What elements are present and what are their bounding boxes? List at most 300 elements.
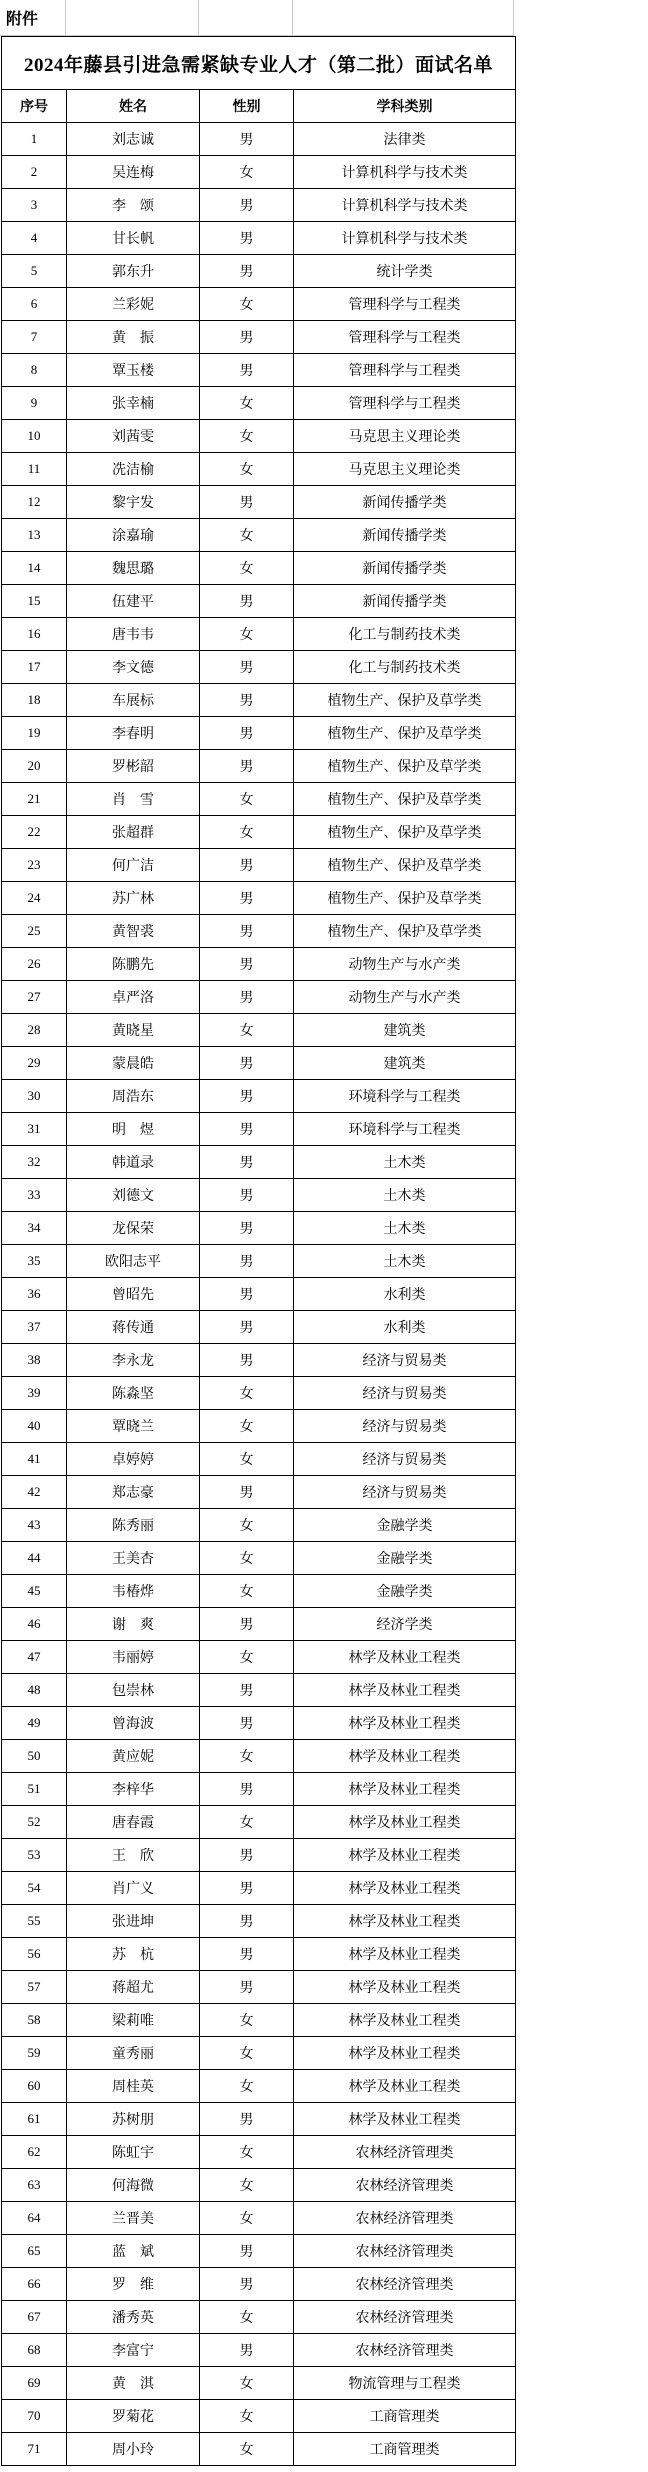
category-cell: 化工与制药技术类 (294, 618, 516, 651)
name-cell: 兰晋美 (67, 2202, 200, 2235)
serial-cell: 15 (2, 585, 67, 618)
gender-cell: 女 (200, 1377, 294, 1410)
category-cell: 法律类 (294, 123, 516, 156)
table-row (2, 1641, 516, 1674)
category-cell: 林学及林业工程类 (294, 1938, 516, 1971)
serial-cell: 27 (2, 981, 67, 1014)
serial-cell: 37 (2, 1311, 67, 1344)
name-cell: 梁莉唯 (67, 2004, 200, 2037)
serial-cell: 60 (2, 2070, 67, 2103)
serial-cell: 65 (2, 2235, 67, 2268)
table-row (2, 2433, 516, 2466)
table-row (2, 1740, 516, 1773)
category-cell: 植物生产、保护及草学类 (294, 816, 516, 849)
table-row (2, 1410, 516, 1443)
name-cell: 陈鹏先 (67, 948, 200, 981)
name-cell: 肖 雪 (67, 783, 200, 816)
serial-cell: 68 (2, 2334, 67, 2367)
gender-cell: 男 (200, 1212, 294, 1245)
name-cell: 曾昭先 (67, 1278, 200, 1311)
category-cell: 化工与制药技术类 (294, 651, 516, 684)
gender-cell: 女 (200, 1014, 294, 1047)
table-row (2, 1839, 516, 1872)
name-cell: 潘秀英 (67, 2301, 200, 2334)
serial-cell: 36 (2, 1278, 67, 1311)
name-cell: 郭东升 (67, 255, 200, 288)
gender-cell: 女 (200, 1806, 294, 1839)
name-cell: 黄智裘 (67, 915, 200, 948)
name-cell: 李 颂 (67, 189, 200, 222)
name-cell: 陈虹宇 (67, 2136, 200, 2169)
category-cell: 土木类 (294, 1212, 516, 1245)
table-row (2, 1047, 516, 1080)
name-cell: 苏 杭 (67, 1938, 200, 1971)
name-cell: 蒙晨皓 (67, 1047, 200, 1080)
serial-cell: 31 (2, 1113, 67, 1146)
gender-cell: 女 (200, 2400, 294, 2433)
name-cell: 魏思璐 (67, 552, 200, 585)
name-cell: 王美杏 (67, 1542, 200, 1575)
table-row (2, 387, 516, 420)
table-row (2, 1113, 516, 1146)
gender-cell: 女 (200, 288, 294, 321)
gender-cell: 男 (200, 1278, 294, 1311)
serial-cell: 42 (2, 1476, 67, 1509)
serial-cell: 17 (2, 651, 67, 684)
category-cell: 马克思主义理论类 (294, 420, 516, 453)
category-cell: 林学及林业工程类 (294, 2004, 516, 2037)
serial-cell: 55 (2, 1905, 67, 1938)
name-cell: 肖广义 (67, 1872, 200, 1905)
category-cell: 林学及林业工程类 (294, 1674, 516, 1707)
gender-cell: 男 (200, 1245, 294, 1278)
table-row (2, 1443, 516, 1476)
name-cell: 何广洁 (67, 849, 200, 882)
table-row (2, 2037, 516, 2070)
name-cell: 李永龙 (67, 1344, 200, 1377)
serial-cell: 4 (2, 222, 67, 255)
table-row (2, 2400, 516, 2433)
name-cell: 李梓华 (67, 1773, 200, 1806)
table-row (2, 1311, 516, 1344)
name-cell: 欧阳志平 (67, 1245, 200, 1278)
table-row (2, 1806, 516, 1839)
name-cell: 陈秀丽 (67, 1509, 200, 1542)
category-cell: 新闻传播学类 (294, 585, 516, 618)
name-cell: 黄应妮 (67, 1740, 200, 1773)
category-cell: 新闻传播学类 (294, 486, 516, 519)
serial-cell: 52 (2, 1806, 67, 1839)
table-row (2, 1278, 516, 1311)
gender-cell: 男 (200, 915, 294, 948)
serial-cell: 69 (2, 2367, 67, 2400)
name-cell: 李文德 (67, 651, 200, 684)
name-cell: 刘志诚 (67, 123, 200, 156)
name-cell: 王 欣 (67, 1839, 200, 1872)
gender-cell: 男 (200, 585, 294, 618)
category-cell: 经济与贸易类 (294, 1410, 516, 1443)
gender-cell: 男 (200, 123, 294, 156)
name-cell: 包崇林 (67, 1674, 200, 1707)
table-row (2, 354, 516, 387)
category-cell: 农林经济管理类 (294, 2334, 516, 2367)
table-row (2, 2367, 516, 2400)
table-row (2, 750, 516, 783)
gender-cell: 男 (200, 2268, 294, 2301)
serial-cell: 34 (2, 1212, 67, 1245)
table-row (2, 1080, 516, 1113)
gender-cell: 女 (200, 2136, 294, 2169)
name-cell: 覃玉楼 (67, 354, 200, 387)
serial-cell: 5 (2, 255, 67, 288)
gender-cell: 男 (200, 1707, 294, 1740)
table-row (2, 1674, 516, 1707)
name-cell: 唐韦韦 (67, 618, 200, 651)
name-cell: 罗 维 (67, 2268, 200, 2301)
serial-cell: 19 (2, 717, 67, 750)
category-cell: 林学及林业工程类 (294, 1740, 516, 1773)
category-cell: 动物生产与水产类 (294, 981, 516, 1014)
table-row (2, 288, 516, 321)
table-row (2, 717, 516, 750)
category-cell: 管理科学与工程类 (294, 354, 516, 387)
gender-cell: 男 (200, 2334, 294, 2367)
serial-cell: 45 (2, 1575, 67, 1608)
table-row (2, 618, 516, 651)
category-cell: 水利类 (294, 1278, 516, 1311)
gender-cell: 女 (200, 2169, 294, 2202)
gender-cell: 男 (200, 849, 294, 882)
category-cell: 金融学类 (294, 1509, 516, 1542)
table-row (2, 1608, 516, 1641)
category-cell: 工商管理类 (294, 2400, 516, 2433)
serial-cell: 61 (2, 2103, 67, 2136)
table-row (2, 552, 516, 585)
serial-cell: 26 (2, 948, 67, 981)
category-cell: 土木类 (294, 1146, 516, 1179)
serial-cell: 10 (2, 420, 67, 453)
category-cell: 金融学类 (294, 1542, 516, 1575)
table-row (2, 2301, 516, 2334)
table-row (2, 2202, 516, 2235)
gender-cell: 男 (200, 981, 294, 1014)
table-row (2, 321, 516, 354)
gender-cell: 男 (200, 486, 294, 519)
strip-cell (66, 0, 199, 36)
gender-cell: 男 (200, 1311, 294, 1344)
name-cell: 卓婷婷 (67, 1443, 200, 1476)
column-header-name: 姓名 (67, 90, 200, 123)
table-row (2, 2004, 516, 2037)
name-cell: 韦椿烨 (67, 1575, 200, 1608)
table-row (2, 1707, 516, 1740)
category-cell: 林学及林业工程类 (294, 1872, 516, 1905)
gender-cell: 女 (200, 2202, 294, 2235)
gender-cell: 男 (200, 750, 294, 783)
table-row (2, 486, 516, 519)
serial-cell: 53 (2, 1839, 67, 1872)
category-cell: 经济与贸易类 (294, 1344, 516, 1377)
category-cell: 管理科学与工程类 (294, 387, 516, 420)
gender-cell: 女 (200, 2004, 294, 2037)
name-cell: 李春明 (67, 717, 200, 750)
table-row (2, 1245, 516, 1278)
category-cell: 新闻传播学类 (294, 552, 516, 585)
category-cell: 植物生产、保护及草学类 (294, 750, 516, 783)
gender-cell: 男 (200, 1146, 294, 1179)
category-cell: 土木类 (294, 1179, 516, 1212)
category-cell: 经济学类 (294, 1608, 516, 1641)
serial-cell: 59 (2, 2037, 67, 2070)
category-cell: 建筑类 (294, 1014, 516, 1047)
serial-cell: 49 (2, 1707, 67, 1740)
gender-cell: 男 (200, 1674, 294, 1707)
category-cell: 计算机科学与技术类 (294, 222, 516, 255)
table-row (2, 1344, 516, 1377)
serial-cell: 43 (2, 1509, 67, 1542)
table-row (2, 156, 516, 189)
serial-cell: 22 (2, 816, 67, 849)
name-cell: 冼洁榆 (67, 453, 200, 486)
page-title: 2024年藤县引进急需紧缺专业人才（第二批）面试名单 (2, 37, 516, 90)
gender-cell: 女 (200, 618, 294, 651)
category-cell: 林学及林业工程类 (294, 2070, 516, 2103)
table-row (2, 2235, 516, 2268)
serial-cell: 33 (2, 1179, 67, 1212)
gender-cell: 男 (200, 1080, 294, 1113)
table-row (2, 2103, 516, 2136)
name-cell: 苏树朋 (67, 2103, 200, 2136)
serial-cell: 21 (2, 783, 67, 816)
table-row (2, 684, 516, 717)
gender-cell: 男 (200, 2103, 294, 2136)
name-cell: 周小玲 (67, 2433, 200, 2466)
table-row (2, 2169, 516, 2202)
category-cell: 建筑类 (294, 1047, 516, 1080)
category-cell: 农林经济管理类 (294, 2268, 516, 2301)
name-cell: 谢 爽 (67, 1608, 200, 1641)
serial-cell: 7 (2, 321, 67, 354)
gender-cell: 男 (200, 1839, 294, 1872)
name-cell: 覃晓兰 (67, 1410, 200, 1443)
category-cell: 林学及林业工程类 (294, 1971, 516, 2004)
serial-cell: 18 (2, 684, 67, 717)
category-cell: 水利类 (294, 1311, 516, 1344)
name-cell: 唐春霞 (67, 1806, 200, 1839)
table-row (2, 1575, 516, 1608)
name-cell: 涂嘉瑜 (67, 519, 200, 552)
serial-cell: 50 (2, 1740, 67, 1773)
column-header-gender: 性别 (200, 90, 294, 123)
gender-cell: 男 (200, 1476, 294, 1509)
name-cell: 张幸楠 (67, 387, 200, 420)
serial-cell: 2 (2, 156, 67, 189)
category-cell: 林学及林业工程类 (294, 1773, 516, 1806)
serial-cell: 30 (2, 1080, 67, 1113)
name-cell: 蒋超尤 (67, 1971, 200, 2004)
gender-cell: 男 (200, 354, 294, 387)
name-cell: 张超群 (67, 816, 200, 849)
gender-cell: 女 (200, 420, 294, 453)
gender-cell: 女 (200, 552, 294, 585)
strip-cell (293, 0, 514, 36)
gender-cell: 男 (200, 684, 294, 717)
gender-cell: 男 (200, 1047, 294, 1080)
name-cell: 刘茜雯 (67, 420, 200, 453)
name-cell: 陈淼坚 (67, 1377, 200, 1410)
table-row (2, 1905, 516, 1938)
category-cell: 经济与贸易类 (294, 1443, 516, 1476)
name-cell: 郑志豪 (67, 1476, 200, 1509)
gender-cell: 女 (200, 1509, 294, 1542)
name-cell: 龙保荣 (67, 1212, 200, 1245)
serial-cell: 6 (2, 288, 67, 321)
gender-cell: 女 (200, 2433, 294, 2466)
gender-cell: 女 (200, 2301, 294, 2334)
category-cell: 土木类 (294, 1245, 516, 1278)
gender-cell: 男 (200, 189, 294, 222)
category-cell: 经济与贸易类 (294, 1476, 516, 1509)
gender-cell: 男 (200, 882, 294, 915)
attachment-label: 附件 (6, 11, 39, 28)
name-cell: 罗彬韶 (67, 750, 200, 783)
serial-cell: 44 (2, 1542, 67, 1575)
gender-cell: 男 (200, 1905, 294, 1938)
table-row (2, 1476, 516, 1509)
gender-cell: 女 (200, 783, 294, 816)
table-row (2, 816, 516, 849)
gender-cell: 女 (200, 387, 294, 420)
serial-cell: 40 (2, 1410, 67, 1443)
name-cell: 何海微 (67, 2169, 200, 2202)
table-row (2, 783, 516, 816)
gender-cell: 女 (200, 453, 294, 486)
serial-cell: 67 (2, 2301, 67, 2334)
serial-cell: 39 (2, 1377, 67, 1410)
name-cell: 周桂英 (67, 2070, 200, 2103)
category-cell: 林学及林业工程类 (294, 1806, 516, 1839)
table-row (2, 1872, 516, 1905)
category-cell: 农林经济管理类 (294, 2202, 516, 2235)
serial-cell: 11 (2, 453, 67, 486)
category-cell: 计算机科学与技术类 (294, 189, 516, 222)
table-row (2, 585, 516, 618)
table-row (2, 2070, 516, 2103)
serial-cell: 28 (2, 1014, 67, 1047)
category-cell: 林学及林业工程类 (294, 2037, 516, 2070)
category-cell: 林学及林业工程类 (294, 1839, 516, 1872)
category-cell: 计算机科学与技术类 (294, 156, 516, 189)
name-cell: 卓严洛 (67, 981, 200, 1014)
gender-cell: 女 (200, 2070, 294, 2103)
name-cell: 苏广林 (67, 882, 200, 915)
table-row (2, 519, 516, 552)
serial-cell: 29 (2, 1047, 67, 1080)
table-row (2, 222, 516, 255)
gender-cell: 女 (200, 1542, 294, 1575)
serial-cell: 62 (2, 2136, 67, 2169)
table-row (2, 882, 516, 915)
category-cell: 植物生产、保护及草学类 (294, 915, 516, 948)
category-cell: 植物生产、保护及草学类 (294, 882, 516, 915)
name-cell: 黄 振 (67, 321, 200, 354)
category-cell: 林学及林业工程类 (294, 1641, 516, 1674)
table-row (2, 1377, 516, 1410)
serial-cell: 16 (2, 618, 67, 651)
serial-cell: 58 (2, 2004, 67, 2037)
table-row (2, 2268, 516, 2301)
name-cell: 伍建平 (67, 585, 200, 618)
serial-cell: 9 (2, 387, 67, 420)
serial-cell: 57 (2, 1971, 67, 2004)
name-cell: 黄晓星 (67, 1014, 200, 1047)
category-cell: 动物生产与水产类 (294, 948, 516, 981)
serial-cell: 41 (2, 1443, 67, 1476)
serial-cell: 12 (2, 486, 67, 519)
table-row (2, 1938, 516, 1971)
table-row (2, 1542, 516, 1575)
name-cell: 明 煜 (67, 1113, 200, 1146)
gender-cell: 女 (200, 519, 294, 552)
gender-cell: 男 (200, 1971, 294, 2004)
gender-cell: 女 (200, 2367, 294, 2400)
name-cell: 蒋传通 (67, 1311, 200, 1344)
category-cell: 物流管理与工程类 (294, 2367, 516, 2400)
serial-cell: 23 (2, 849, 67, 882)
name-cell: 蓝 斌 (67, 2235, 200, 2268)
serial-cell: 66 (2, 2268, 67, 2301)
serial-cell: 24 (2, 882, 67, 915)
gender-cell: 男 (200, 717, 294, 750)
table-row (2, 2136, 516, 2169)
gender-cell: 女 (200, 1575, 294, 1608)
serial-cell: 38 (2, 1344, 67, 1377)
name-cell: 吴连梅 (67, 156, 200, 189)
serial-cell: 70 (2, 2400, 67, 2433)
serial-cell: 32 (2, 1146, 67, 1179)
serial-cell: 48 (2, 1674, 67, 1707)
interview-roster-table (1, 36, 516, 2466)
table-row (2, 1509, 516, 1542)
attachment-strip (0, 0, 514, 36)
serial-cell: 71 (2, 2433, 67, 2466)
serial-cell: 25 (2, 915, 67, 948)
category-cell: 金融学类 (294, 1575, 516, 1608)
category-cell: 新闻传播学类 (294, 519, 516, 552)
gender-cell: 女 (200, 2037, 294, 2070)
name-cell: 车展标 (67, 684, 200, 717)
serial-cell: 14 (2, 552, 67, 585)
name-cell: 李富宁 (67, 2334, 200, 2367)
strip-cell (199, 0, 293, 36)
gender-cell: 男 (200, 1872, 294, 1905)
serial-cell: 54 (2, 1872, 67, 1905)
name-cell: 韦丽婷 (67, 1641, 200, 1674)
gender-cell: 男 (200, 222, 294, 255)
serial-cell: 64 (2, 2202, 67, 2235)
attachment-cell (0, 0, 66, 36)
table-row (2, 1014, 516, 1047)
category-cell: 农林经济管理类 (294, 2169, 516, 2202)
category-cell: 植物生产、保护及草学类 (294, 684, 516, 717)
table-row (2, 948, 516, 981)
category-cell: 植物生产、保护及草学类 (294, 717, 516, 750)
table-row (2, 1146, 516, 1179)
category-cell: 农林经济管理类 (294, 2136, 516, 2169)
table-row (2, 1212, 516, 1245)
name-cell: 周浩东 (67, 1080, 200, 1113)
category-cell: 农林经济管理类 (294, 2301, 516, 2334)
